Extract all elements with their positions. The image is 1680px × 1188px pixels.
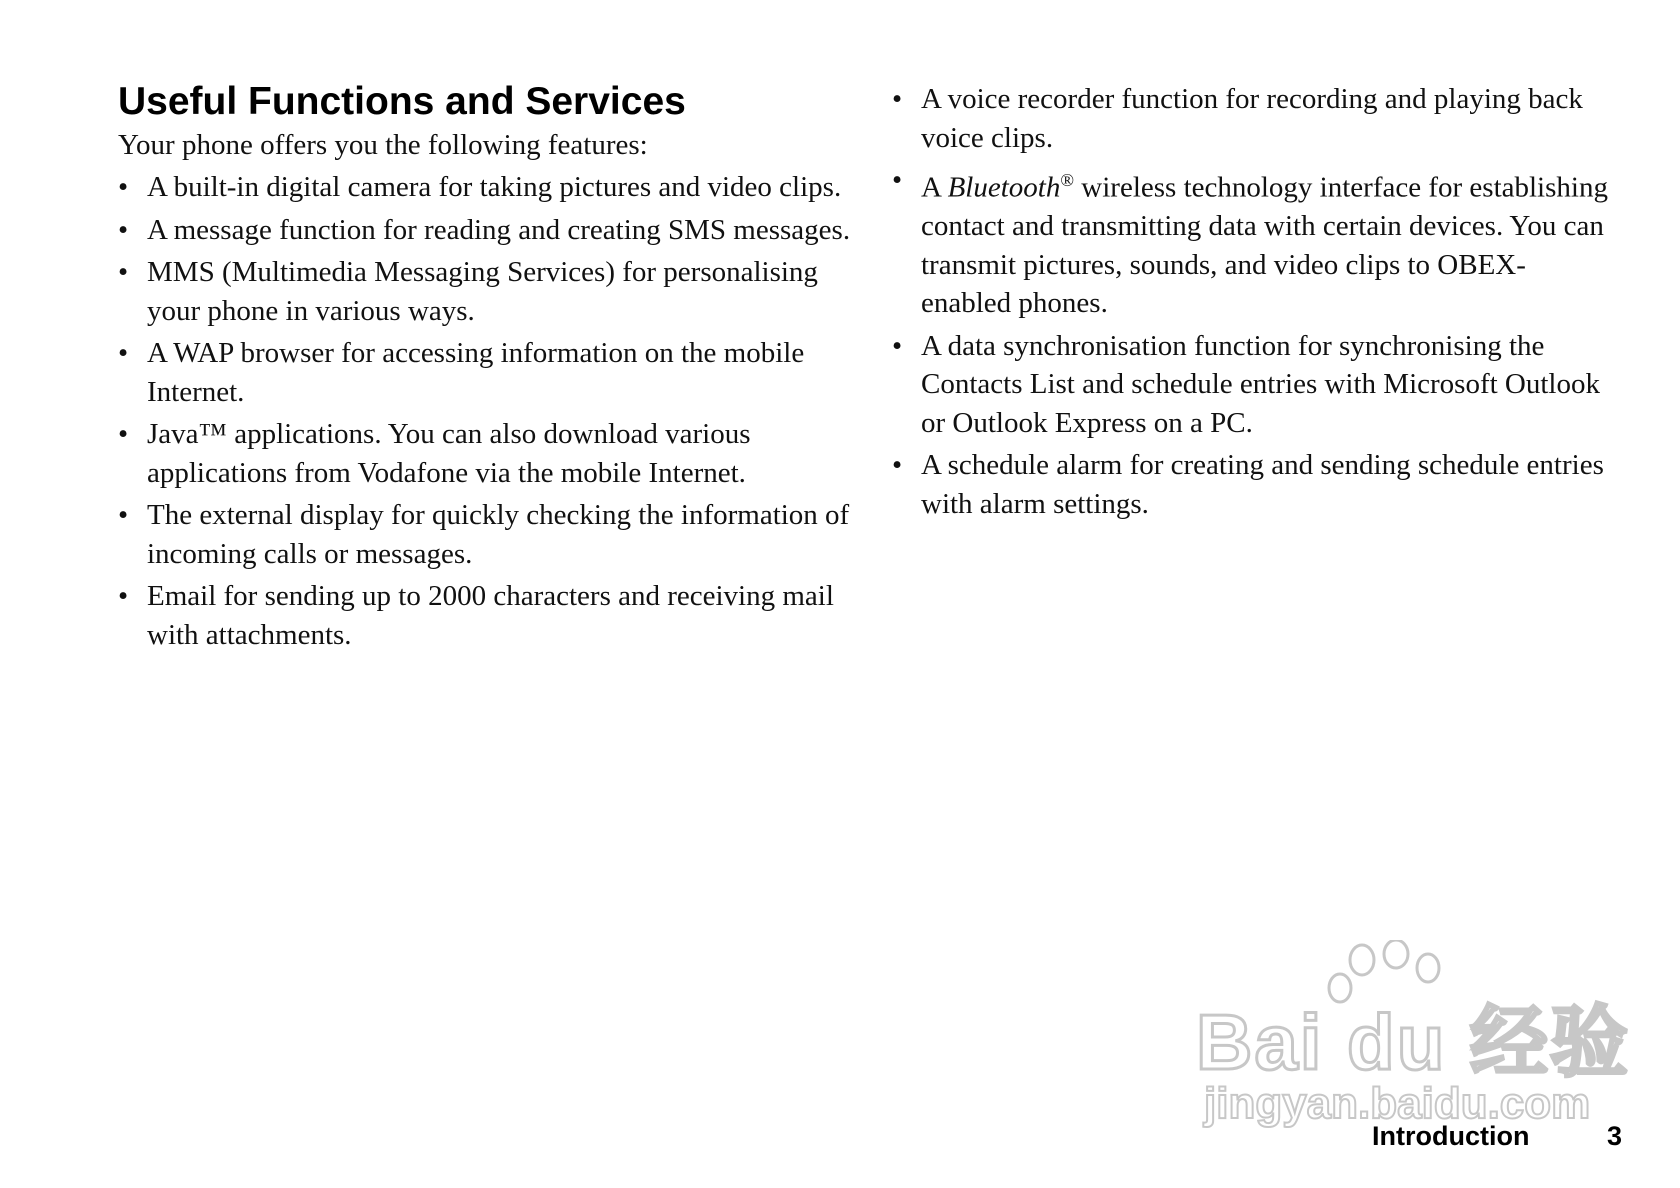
bullet-icon: • [892,449,903,482]
list-item [118,415,853,492]
list-item-text: MMS (Multimedia Messaging Services) for personalising your phone in various ways. [147,256,818,327]
list-item [892,446,1612,523]
bullet-icon: • [892,164,903,196]
list-item [118,211,853,250]
list-item [118,577,853,654]
list-item [118,334,853,411]
bullet-icon: • [118,256,129,288]
bullet-icon: • [118,337,129,369]
footer-section-title: Introduction [1372,1121,1530,1151]
list-item-text: A message function for reading and creating SMS messages. [147,213,851,246]
watermark-url-text: jingyan.baidu.com [1204,1079,1591,1128]
bullet-icon: • [118,499,129,531]
feature-list-left [118,168,853,654]
list-item [118,168,853,207]
right-column [892,80,1612,527]
list-item [892,161,1612,323]
list-item-text: A built-in digital camera for taking pictures and video clips. [147,171,842,203]
intro-text: Your phone offers you the following features: [118,129,648,161]
list-item-text: A voice recorder function for recording and playing back voice clips. [921,83,1583,154]
registered-mark: ® [1060,170,1075,190]
baidu-watermark [1196,940,1631,1140]
bullet-icon: • [892,329,903,362]
list-item [118,253,853,330]
bluetooth-text: wireless technology interface for establishing contact and transmitting data with certain devices. You can transmit pictures, sounds, and video clips to OBEX-enabled phones. [921,171,1608,320]
list-item-text: A schedule alarm for creating and sending schedule entries with alarm settings. [921,449,1604,520]
list-item-text: The external display for quickly checking the information of incoming calls or messages. [147,499,850,570]
list-item-text: Email for sending up to 2000 characters and receiving mail with attachments. [147,580,834,651]
list-item-text: A data synchronisation function for synchronising the Contacts List and schedule entries with Microsoft Outlook or Outlook Express on a PC. [921,329,1600,439]
page-title: Useful Functions and Services [118,80,686,123]
watermark-main-text: Bai du 经验 [1196,998,1631,1086]
bullet-icon: • [118,213,129,246]
list-item-text: Java™ applications. You can also download various applications from Vodafone via the mobile Internet. [147,418,751,489]
bullet-icon: • [118,171,129,203]
left-column [118,80,853,658]
bullet-icon: • [118,580,129,612]
page-number: 3 [1607,1121,1623,1151]
bullet-icon: • [892,83,903,115]
bluetooth-name: Bluetooth [947,171,1061,204]
list-item [118,496,853,573]
list-item [892,80,1612,157]
list-item [892,327,1612,443]
bullet-icon: • [118,418,129,450]
feature-list-right [892,80,1612,523]
list-item-text: A WAP browser for accessing information on the mobile Internet. [147,337,805,408]
bluetooth-prefix: A [921,171,948,204]
